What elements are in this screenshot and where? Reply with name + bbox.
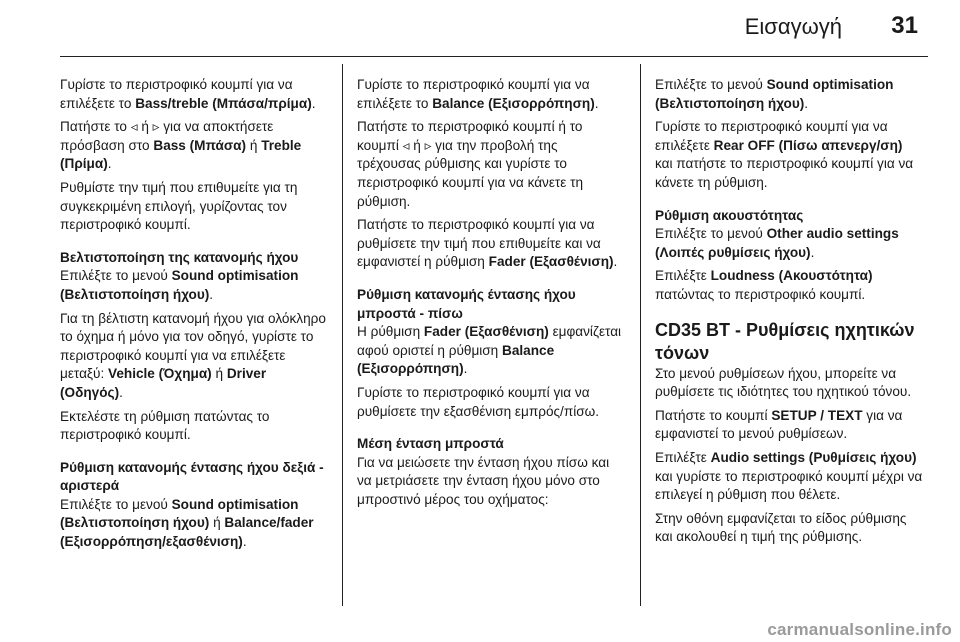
paragraph: Πατήστε το περιστροφικό κουμπί ή το κουμπί ◃ ή ▹ για την προβολή της τρέχουσας ρύθμισης και γυρίστε το περιστροφικό κουμπί για να κάνετε τη ρύθμιση. bbox=[357, 119, 584, 209]
menu-term: Other audio settings (Λοιπές ρυθμίσεις ήχου) bbox=[655, 226, 899, 260]
menu-term: Audio settings (Ρυθμίσεις ήχου) bbox=[710, 449, 917, 465]
text: Επιλέξτε bbox=[655, 449, 711, 465]
text: . bbox=[209, 286, 214, 302]
menu-term: Fader (Εξασθένιση) bbox=[423, 324, 549, 340]
text: Πατήστε το περιστροφικό κουμπί για να ρυθμίσετε την τιμή που επιθυμείτε και να εμφανιστεί η ρύθμιση bbox=[357, 217, 601, 270]
text: . bbox=[107, 156, 112, 172]
text: ή bbox=[246, 137, 262, 153]
text: ή bbox=[209, 515, 225, 531]
text: . bbox=[311, 95, 316, 111]
text: και γυρίστε το περιστροφικό κουμπί μέχρι να επιλεγεί η ρύθμιση που θέλετε. bbox=[655, 468, 923, 503]
paragraph bbox=[655, 118, 923, 192]
paragraph: Για να μειώσετε την ένταση ήχου πίσω και να μετριάσετε την ένταση ήχου μόνο στο μπροστινό μέρος του οχήματος: bbox=[357, 454, 610, 507]
column-3 bbox=[655, 76, 923, 552]
text: Επιλέξτε bbox=[655, 268, 711, 284]
paragraph: Εκτελέστε τη ρύθμιση πατώντας το περιστροφικό κουμπί. bbox=[60, 408, 270, 443]
paragraph: Στην οθόνη εμφανίζεται το είδος ρύθμισης και ακολουθεί η τιμή της ρύθμισης. bbox=[655, 510, 907, 545]
paragraph: Γυρίστε το περιστροφικό κουμπί για να ρυθμίσετε την εξασθένιση εμπρός/πίσω. bbox=[357, 384, 600, 419]
button-term: SETUP / TEXT bbox=[771, 407, 863, 423]
menu-term: Rear OFF (Πίσω απενεργ/ση) bbox=[713, 137, 903, 153]
menu-term: Sound optimisation (Βελτιστοποίηση ήχου) bbox=[655, 77, 894, 111]
subheading: Ρύθμιση ακουστότητας bbox=[655, 207, 804, 223]
paragraph bbox=[60, 496, 328, 552]
paragraph bbox=[60, 310, 328, 403]
paragraph bbox=[60, 76, 328, 113]
text: . bbox=[242, 534, 247, 550]
menu-term: Sound optimisation (Βελτιστοποίηση ήχου) bbox=[60, 496, 299, 531]
text: . bbox=[804, 95, 809, 111]
paragraph bbox=[60, 118, 328, 174]
text: . bbox=[613, 254, 618, 270]
paragraph bbox=[357, 76, 625, 113]
subheading: Μέση ένταση μπροστά bbox=[357, 436, 504, 452]
subheading: Βελτιστοποίηση της κατανομής ήχου bbox=[60, 249, 299, 265]
menu-term: Bass (Μπάσα) bbox=[153, 137, 247, 153]
paragraph bbox=[655, 225, 923, 262]
text: και πατήστε το περιστροφικό κουμπί για να κάνετε τη ρύθμιση. bbox=[655, 156, 914, 190]
page-header bbox=[0, 0, 960, 56]
paragraph bbox=[357, 216, 625, 272]
page-number: 31 bbox=[891, 12, 918, 39]
text: Επιλέξτε το μενού bbox=[60, 496, 172, 512]
paragraph bbox=[655, 76, 923, 113]
menu-term: Fader (Εξασθένιση) bbox=[488, 254, 614, 270]
menu-term: Balance (Εξισορρόπηση) bbox=[357, 342, 555, 377]
paragraph: Ρυθμίστε την τιμή που επιθυμείτε για τη συγκεκριμένη επιλογή, γυρίζοντας τον περιστροφικό κουμπί. bbox=[60, 179, 298, 233]
header-rule bbox=[60, 56, 928, 57]
menu-term: Balance (Εξισορρόπηση) bbox=[432, 95, 595, 111]
paragraph bbox=[655, 449, 923, 505]
menu-term: Vehicle (Όχημα) bbox=[108, 366, 212, 382]
column-divider-2 bbox=[640, 64, 641, 606]
chapter-title: Εισαγωγή bbox=[744, 14, 842, 39]
text: Για τη βέλτιστη κατανομή ήχου για ολόκληρο το όχημα ή μόνο για τον οδηγό, γυρίστε το περιστροφικό κουμπί για να επιλέξετε μεταξύ: bbox=[60, 310, 326, 382]
text: ή bbox=[211, 366, 227, 382]
paragraph bbox=[655, 407, 923, 444]
subheading: Ρύθμιση κατανομής έντασης ήχου μπροστά - πίσω bbox=[357, 286, 576, 321]
paragraph bbox=[357, 323, 625, 379]
menu-term: Sound optimisation (Βελτιστοποίηση ήχου) bbox=[60, 268, 299, 302]
column-divider-1 bbox=[342, 64, 343, 606]
paragraph bbox=[655, 267, 923, 304]
subheading: Ρύθμιση κατανομής έντασης ήχου δεξιά - αριστερά bbox=[60, 459, 324, 494]
watermark: carmanualsonline.info bbox=[767, 620, 952, 639]
text: Η ρύθμιση bbox=[357, 324, 424, 340]
menu-term: Treble (Πρίμα) bbox=[60, 137, 302, 172]
text: . bbox=[594, 95, 599, 111]
menu-term: Loudness (Ακουστότητα) bbox=[710, 268, 873, 284]
text: Γυρίστε το περιστροφικό κουμπί για να επιλέξετε το bbox=[60, 77, 293, 111]
text: πατώντας το περιστροφικό κουμπί. bbox=[655, 286, 866, 302]
paragraph: Στο μενού ρυθμίσεων ήχου, μπορείτε να ρυθμίσετε τις ιδιότητες του ηχητικού τόνου. bbox=[655, 365, 912, 400]
column-1 bbox=[60, 76, 328, 557]
column-2 bbox=[357, 76, 625, 514]
text: . bbox=[810, 244, 815, 260]
text: Επιλέξτε το μενού bbox=[60, 268, 172, 284]
text: Επιλέξτε το μενού bbox=[655, 77, 767, 92]
text: Επιλέξτε το μενού bbox=[655, 226, 767, 242]
text: για να εμφανιστεί το μενού ρυθμίσεων. bbox=[655, 407, 903, 442]
menu-term: Balance/fader (Εξισορρόπηση/εξασθένιση) bbox=[60, 515, 314, 550]
text: εμφανίζεται αφού οριστεί η ρύθμιση bbox=[357, 324, 622, 358]
section-heading: CD35 BT - Ρυθμίσεις ηχητικών τόνων bbox=[655, 319, 915, 363]
menu-term: Driver (Οδηγός) bbox=[60, 366, 267, 400]
text: Πατήστε το κουμπί bbox=[655, 407, 772, 423]
text: . bbox=[119, 384, 123, 400]
text: . bbox=[463, 361, 468, 377]
paragraph bbox=[60, 267, 328, 304]
text: Γυρίστε το περιστροφικό κουμπί για να επιλέξετε το bbox=[357, 77, 590, 111]
text: Γυρίστε το περιστροφικό κουμπί για να επιλέξετε bbox=[655, 119, 888, 153]
menu-term: Bass/treble (Μπάσα/πρίμα) bbox=[135, 95, 312, 111]
text: Πατήστε το ◃ ή ▹ για να αποκτήσετε πρόσβαση στο bbox=[60, 119, 274, 153]
